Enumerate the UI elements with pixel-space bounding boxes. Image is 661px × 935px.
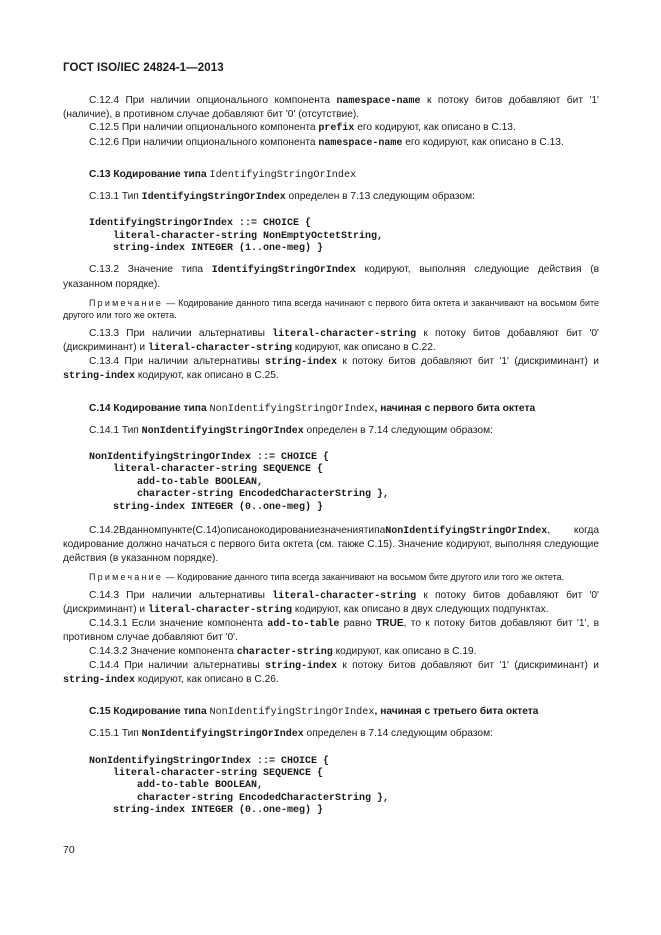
paragraph-c12-4: C.12.4 При наличии опционального компонента namespace-name к потоку битов добавляют бит '1' (наличие), в противном случае добавляют бит '0' (отсутствие).	[63, 95, 599, 121]
paragraph-c13-1: C.13.1 Тип IdentifyingStringOrIndex определен в 7.13 следующим образом:	[89, 191, 475, 204]
paragraph-c14-3-1: C.14.3.1 Если значение компонента add-to-table равно TRUE, то к потоку битов добавляют бит '1', в противном случае добавляют бит '0'.	[63, 618, 600, 644]
page-number: 70	[63, 844, 75, 856]
section-heading-c14: C.14 Кодирование типа NonIdentifyingStringOrIndex, начиная с первого бита октета	[89, 402, 536, 415]
section-heading-c15: C.15 Кодирование типа NonIdentifyingStringOrIndex, начиная с третьего бита октета	[89, 706, 539, 719]
note-c13: Примечание — Кодирование данного типа всегда начинают с первого бита октета и заканчивают на восьмом бите другого или того же октета.	[63, 297, 599, 320]
code-block-c15: NonIdentifyingStringOrIndex ::= CHOICE { literal-character-string SEQUENCE { add-to-table BOOLEAN, character-string EncodedCharacterString }, string-index INTEGER (0..one-meg) }	[89, 755, 390, 817]
section-heading-c13: C.13 Кодирование типа IdentifyingStringOrIndex	[89, 168, 357, 181]
paragraph-c13-3: C.13.3 При наличии альтернативы literal-character-string к потоку битов добавляют бит '0' (дискриминант) и literal-character-string кодируют, как описано в C.22.	[63, 327, 600, 355]
note-c14: Примечание — Кодирование данного типа всегда заканчивают на восьмом бите другого или того же октета.	[89, 571, 565, 582]
paragraph-c15-1: C.15.1 Тип NonIdentifyingStringOrIndex определен в 7.14 следующим образом:	[89, 728, 493, 741]
paragraph-c14-3: C.14.3 При наличии альтернативы literal-character-string к потоку битов добавляют бит '0' (дискриминант) и literal-character-string кодируют, как описано в двух следующих подпунктах.	[63, 589, 600, 616]
paragraph-c13-2: C.13.2 Значение типа IdentifyingStringOrIndex кодируют, выполняя следующие действия (в указанном порядке).	[63, 264, 600, 290]
paragraph-c14-1: C.14.1 Тип NonIdentifyingStringOrIndex определен в 7.14 следующим образом:	[89, 424, 493, 437]
paragraph-c12-6: C.12.6 При наличии опционального компонента namespace-name его кодируют, как описано в C.13.	[89, 136, 564, 149]
paragraph-c14-2: C.14.2Вданномпункте(C.14)описанокодированиезначениятипаNonIdentifyingStringOrIndex, когда кодирование должно начаться с первого бита октета (см. также C.15). Значение кодируют, выполняя следующие действия (в указанном порядке).	[63, 525, 599, 564]
page-header: ГОСТ ISO/IEC 24824-1—2013	[63, 62, 224, 74]
paragraph-c13-4: C.13.4 При наличии альтернативы string-index к потоку битов добавляют бит '1' (дискриминант) и string-index кодируют, как описано в C.25.	[63, 356, 599, 383]
code-block-c14: NonIdentifyingStringOrIndex ::= CHOICE { literal-character-string SEQUENCE { add-to-table BOOLEAN, character-string EncodedCharacterString }, string-index INTEGER (0..one-meg) }	[89, 452, 390, 513]
code-block-c13: IdentifyingStringOrIndex ::= CHOICE { literal-character-string NonEmptyOctetString, string-index INTEGER (1..one-meg) }	[89, 218, 384, 255]
paragraph-c14-3-2: C.14.3.2 Значение компонента character-string кодируют, как описано в C.19.	[89, 645, 477, 658]
paragraph-c12-5: C.12.5 При наличии опционального компонента prefix его кодируют, как описано в C.13.	[89, 122, 516, 135]
paragraph-c14-4: C.14.4 При наличии альтернативы string-index к потоку битов добавляют бит '1' (дискриминант) и string-index кодируют, как описано в C.26.	[63, 659, 599, 686]
page-body	[63, 94, 599, 818]
